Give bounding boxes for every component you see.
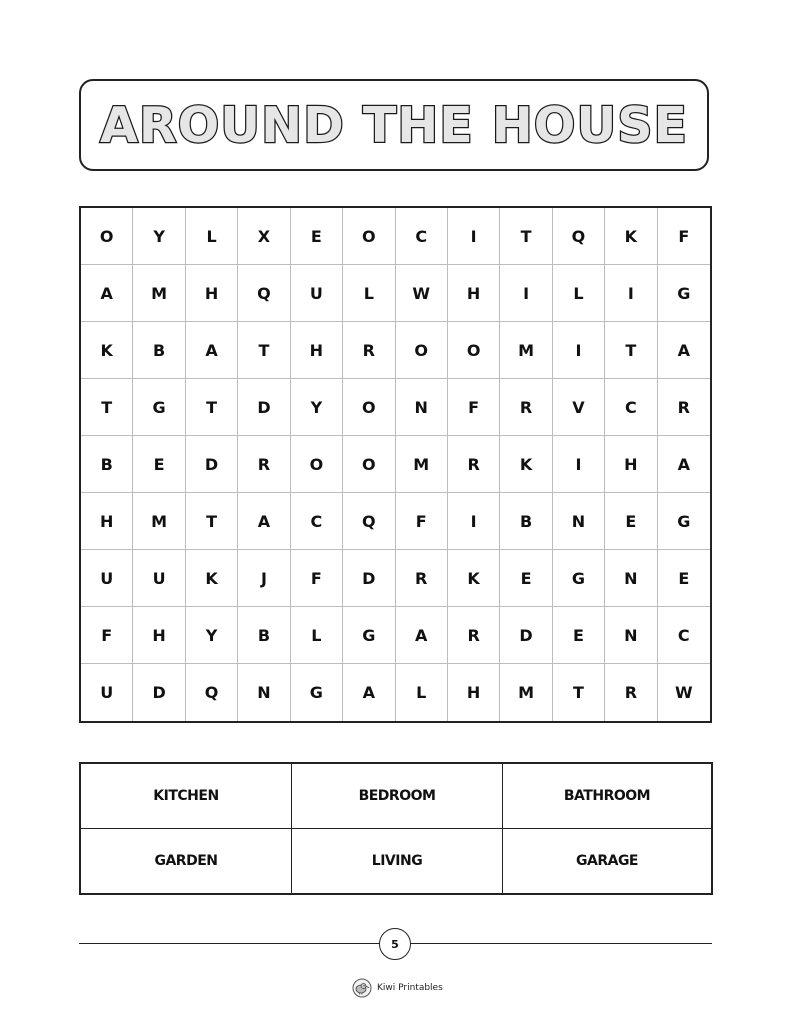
grid-cell: N (238, 664, 290, 721)
grid-cell: U (81, 550, 133, 607)
grid-cell: N (553, 493, 605, 550)
grid-cell: F (396, 493, 448, 550)
grid-cell: L (343, 265, 395, 322)
grid-cell: L (186, 208, 238, 265)
grid-cell: U (81, 664, 133, 721)
grid-cell: E (133, 436, 185, 493)
grid-cell: K (500, 436, 552, 493)
grid-cell: E (553, 607, 605, 664)
grid-cell: H (448, 664, 500, 721)
word-garage: GARAGE (576, 852, 638, 869)
grid-cell: R (500, 379, 552, 436)
grid-cell: H (605, 436, 657, 493)
word-kitchen: KITCHEN (81, 764, 292, 829)
grid-cell: H (133, 607, 185, 664)
grid-cell: F (291, 550, 343, 607)
grid-cell: I (553, 322, 605, 379)
grid-cell: C (658, 607, 710, 664)
word-garden: GARDEN (81, 829, 292, 894)
grid-cell: A (81, 265, 133, 322)
grid-cell: R (658, 379, 710, 436)
grid-cell: U (133, 550, 185, 607)
grid-cell: O (343, 436, 395, 493)
grid-cell: M (500, 664, 552, 721)
kiwi-bird-logo-icon (352, 978, 372, 998)
grid-cell: B (81, 436, 133, 493)
word-bedroom: BEDROOM (292, 764, 503, 829)
grid-cell: R (396, 550, 448, 607)
grid-cell: D (500, 607, 552, 664)
brand-footer (352, 978, 443, 998)
page-number: 5 (379, 928, 411, 960)
grid-cell: N (396, 379, 448, 436)
grid-cell: L (396, 664, 448, 721)
grid-cell: F (448, 379, 500, 436)
grid-cell: E (500, 550, 552, 607)
grid-cell: T (186, 379, 238, 436)
word-search-grid (79, 206, 712, 723)
grid-cell: E (658, 550, 710, 607)
grid-cell: L (291, 607, 343, 664)
title-banner (79, 79, 709, 171)
grid-cell: L (553, 265, 605, 322)
word-living: LIVING (292, 829, 503, 894)
grid-cell: O (291, 436, 343, 493)
grid-cell: Q (553, 208, 605, 265)
grid-cell: G (343, 607, 395, 664)
grid-cell: G (658, 265, 710, 322)
grid-cell: X (238, 208, 290, 265)
grid-cell: G (291, 664, 343, 721)
grid-cell: N (605, 550, 657, 607)
grid-cell: R (238, 436, 290, 493)
grid-cell: Q (343, 493, 395, 550)
grid-cell: T (605, 322, 657, 379)
grid-cell: Q (238, 265, 290, 322)
grid-cell: W (396, 265, 448, 322)
grid-cell: R (448, 436, 500, 493)
grid-cell: T (81, 379, 133, 436)
grid-cell: K (448, 550, 500, 607)
word-bathroom: BATHROOM (503, 764, 711, 829)
grid-cell: M (500, 322, 552, 379)
grid-cell: I (553, 436, 605, 493)
grid-cell: O (448, 322, 500, 379)
grid-cell: A (658, 322, 710, 379)
grid-cell: O (396, 322, 448, 379)
grid-cell: N (605, 607, 657, 664)
grid-cell: D (238, 379, 290, 436)
grid-cell: H (291, 322, 343, 379)
grid-cell: I (448, 208, 500, 265)
page-title: AROUND THE HOUSE (99, 96, 689, 154)
grid-cell: I (448, 493, 500, 550)
grid-cell: A (343, 664, 395, 721)
grid-cell: G (553, 550, 605, 607)
grid-cell: K (186, 550, 238, 607)
grid-cell: R (448, 607, 500, 664)
grid-cell: D (133, 664, 185, 721)
brand-name: Kiwi Printables (377, 983, 443, 993)
grid-cell: H (186, 265, 238, 322)
grid-cell: Y (133, 208, 185, 265)
grid-cell: A (186, 322, 238, 379)
grid-cell: V (553, 379, 605, 436)
grid-cell: A (658, 436, 710, 493)
grid-cell: I (500, 265, 552, 322)
grid-cell: C (396, 208, 448, 265)
grid-cell: T (238, 322, 290, 379)
grid-cell: G (658, 493, 710, 550)
grid-cell: M (133, 265, 185, 322)
grid-cell: B (133, 322, 185, 379)
grid-cell: O (81, 208, 133, 265)
grid-cell: U (291, 265, 343, 322)
grid-cell: T (500, 208, 552, 265)
grid-cell: R (605, 664, 657, 721)
grid-cell: E (291, 208, 343, 265)
grid-cell: H (81, 493, 133, 550)
grid-cell: F (658, 208, 710, 265)
grid-cell: Y (186, 607, 238, 664)
grid-cell: C (291, 493, 343, 550)
grid-cell: T (186, 493, 238, 550)
grid-cell: A (238, 493, 290, 550)
word-list (79, 762, 713, 895)
grid-cell: K (605, 208, 657, 265)
grid-cell: F (81, 607, 133, 664)
grid-cell: Y (291, 379, 343, 436)
grid-cell: O (343, 379, 395, 436)
grid-cell: M (133, 493, 185, 550)
grid-cell: B (500, 493, 552, 550)
grid-cell: C (605, 379, 657, 436)
grid-cell: D (186, 436, 238, 493)
grid-cell: J (238, 550, 290, 607)
grid-cell: T (553, 664, 605, 721)
grid-cell: I (605, 265, 657, 322)
grid-cell: D (343, 550, 395, 607)
grid-cell: A (396, 607, 448, 664)
grid-cell: O (343, 208, 395, 265)
grid-cell: W (674, 683, 693, 702)
grid-cell: K (81, 322, 133, 379)
grid-cell: E (605, 493, 657, 550)
grid-cell: G (133, 379, 185, 436)
grid-cell: B (238, 607, 290, 664)
grid-cell: R (343, 322, 395, 379)
grid-cell: M (396, 436, 448, 493)
grid-cell: Q (186, 664, 238, 721)
grid-cell: H (448, 265, 500, 322)
